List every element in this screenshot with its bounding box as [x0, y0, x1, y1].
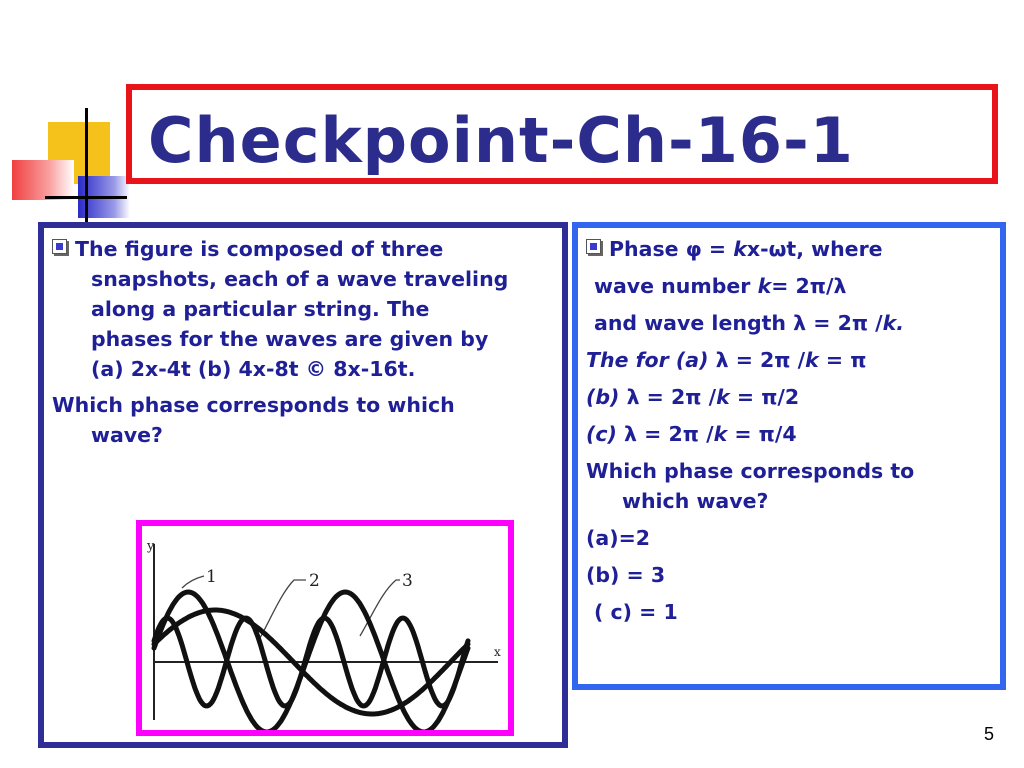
left-line-4: phases for the waves are given by: [91, 327, 489, 351]
x-text: x-: [746, 237, 769, 261]
right-line-1: [586, 234, 996, 264]
right-question-2: which wave?: [622, 489, 769, 513]
case-b-label: (b): [586, 385, 627, 409]
left-question-1: Which phase corresponds to which: [52, 393, 455, 417]
curve-label-2: 2: [309, 571, 320, 591]
wave-number-text: wave number: [594, 274, 758, 298]
wave-length-text: and wave length λ = 2π /: [594, 311, 883, 335]
left-line-3: along a particular string. The: [91, 297, 430, 321]
title-box: [126, 84, 998, 184]
answer-b: (b) = 3: [586, 563, 666, 587]
decor-red-square: [12, 160, 74, 200]
left-bullet: [52, 234, 508, 450]
k-symbol: k: [733, 237, 747, 261]
slide-title: Checkpoint-Ch-16-1: [148, 104, 854, 177]
wave-figure: [142, 526, 508, 730]
answer-c: ( c) = 1: [594, 600, 678, 624]
right-line-3: [586, 308, 996, 338]
label-1-leader: [182, 576, 204, 588]
answer-a: (a)=2: [586, 526, 651, 550]
wave-number-formula: = 2π/λ: [771, 274, 847, 298]
k-equals: k =: [713, 422, 759, 446]
case-a-result: π: [850, 348, 867, 372]
label-2-leader: [260, 580, 306, 638]
curve-label-3: 3: [402, 571, 413, 591]
right-question-1: Which phase corresponds to: [586, 459, 915, 483]
right-line-5: [586, 382, 996, 412]
phase-text: Phase: [609, 237, 686, 261]
k-symbol: k: [757, 274, 772, 298]
case-a-formula: λ = 2π /: [715, 348, 806, 372]
omega-symbol: ω: [768, 237, 787, 261]
decor-vertical-line: [85, 108, 88, 222]
left-line-5: (a) 2x-4t (b) 4x-8t © 8x-16t.: [91, 357, 416, 381]
equals-text: =: [701, 237, 734, 261]
left-question-2: wave?: [91, 423, 163, 447]
case-b-formula: λ = 2π /: [626, 385, 717, 409]
t-where-text: t, where: [786, 237, 883, 261]
right-content: [586, 234, 996, 627]
case-c-formula: λ = 2π /: [624, 422, 714, 446]
k-equals: k =: [716, 385, 762, 409]
left-line-2: snapshots, each of a wave traveling: [91, 267, 509, 291]
right-line-2: [586, 271, 996, 301]
decor-horizontal-line: [45, 196, 127, 199]
wave-figure-frame: [136, 520, 514, 736]
case-c-label: (c): [586, 422, 625, 446]
checkbox-bullet-icon: [586, 239, 601, 254]
case-b-result: π/2: [761, 385, 800, 409]
right-line-6: [586, 419, 996, 449]
case-a-label: The for (a): [586, 348, 716, 372]
checkbox-bullet-icon: [52, 239, 67, 254]
k-equals: k =: [805, 348, 851, 372]
right-line-4: [586, 345, 996, 375]
phi-symbol: φ: [685, 237, 702, 261]
left-line-1: The figure is composed of three: [75, 237, 444, 261]
page-number: 5: [983, 724, 994, 744]
case-c-result: π/4: [758, 422, 797, 446]
k-symbol: k.: [882, 311, 905, 335]
y-axis-label: y: [147, 539, 155, 554]
x-axis-label: x: [494, 645, 501, 659]
curve-label-1: 1: [206, 567, 217, 587]
